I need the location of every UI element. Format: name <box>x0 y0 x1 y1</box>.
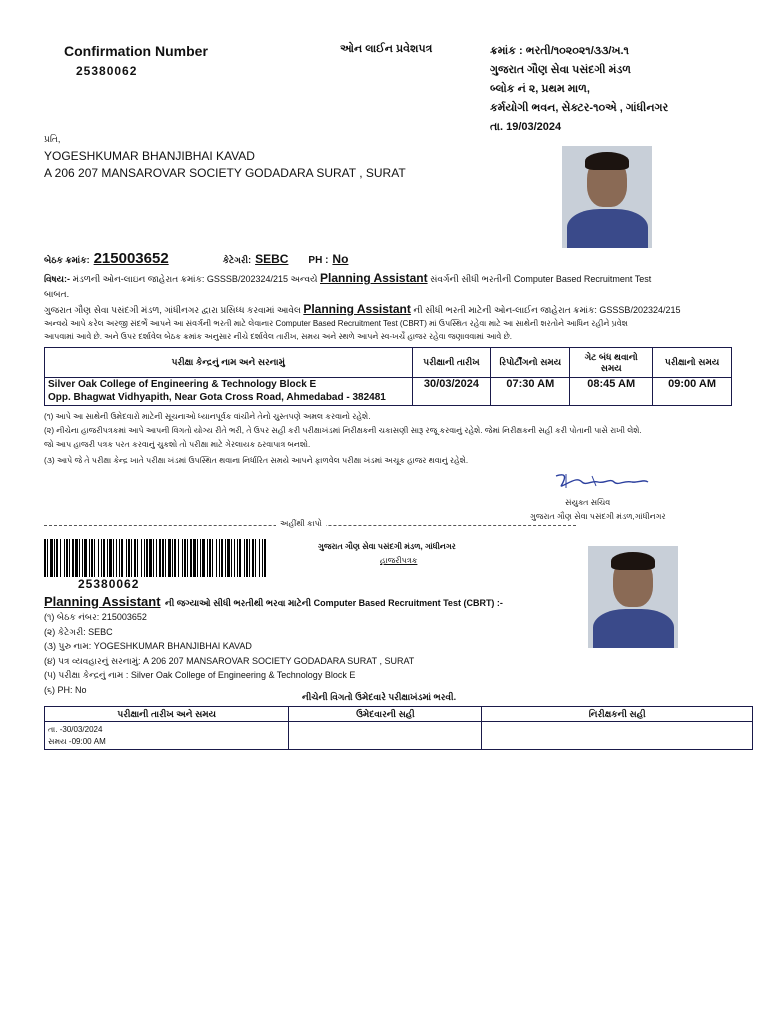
body-paragraph-line-3: આપવામાં આવે છે. અને ઉપર દર્શાવેલ બેઠક ક્રમાંક અનુસાર નીચે દર્શાવેલ તારીખ, સમય અને સ્થળે આપને સ્વ-ખર્ચે હાજર રહેવા જણાવવામાં આવે છે. <box>44 332 512 341</box>
attendance-heading <box>44 593 503 611</box>
invigilator-signature-cell <box>482 722 753 750</box>
exam-table-header-row <box>45 348 732 378</box>
table-header: રિપોર્ટીંગનો સમય <box>491 348 570 378</box>
exam-centre-name: Silver Oak College of Engineering & Technology Block E <box>48 379 317 390</box>
signature-image <box>552 470 652 494</box>
table-header: પરીક્ષાની તારીખ <box>412 348 491 378</box>
body-post-name: Planning Assistant <box>303 302 411 316</box>
attendance-post-name: Planning Assistant <box>44 594 161 609</box>
instruction-item: (૨) નીચેના હાજરીપત્રકમાં આપે આપની વિગતો યોગ્ય રીતે ભરી, તે ઉપર સહી કરી પરીક્ષાખંડમાં નિરીક્ષકની ચકાસણી સારૂ રજૂ કરવાનું રહેશે. જેમાં નિરીક્ષકની સહી કરી પોતાની પાસે રાખી લેશે. <box>44 426 642 435</box>
body-paragraph-text: ગુજરાત ગૌણ સેવા પસંદગી મંડળ, ગાંધીનગર દ્વારા પ્રસિધ્ધ કરવામાં આવેલ <box>44 305 301 315</box>
exam-centre-address: Opp. Bhagwat Vidhyapith, Near Gota Cross Road, Ahmedabad - 382481 <box>48 392 386 403</box>
signature-table <box>44 706 753 750</box>
attendance-item: (૨) કેટેગરી: SEBC <box>44 626 113 637</box>
instruction-item: (૧) આપે આ સાથેની ઉમેદવારો માટેની સૂચનાઓ ધ્યાનપૂર્વક વાંચીને તેનો ચુસ્તપણે અમલ કરવાનો રહેશે. <box>44 412 371 421</box>
recipient-salutation: પ્રતિ, <box>44 134 61 144</box>
fill-note: નીચેની વિગતો ઉમેદવારે પરીક્ષાખંડમાં ભરવી. <box>302 692 457 702</box>
reference-number: ક્રમાંક : ભરતી/૧૦૨૦૨૧/૩૩/ખ.૧ <box>490 45 629 57</box>
barcode <box>44 539 270 577</box>
attendance-title: હાજરીપત્રક <box>380 556 418 565</box>
exam-time: 09:00 AM <box>653 378 732 406</box>
instruction-item: (૩) આપે જે તે પરીક્ષા કેન્દ્ર ખાતે પરીક્ષા ખંડમાં ઉપસ્થિત થવાના નિર્ધારિત સમયે આપને ફાળવેલ પરીક્ષા ખંડમાં અચૂક હાજર થવાનું રહેશે. <box>44 456 469 465</box>
cut-here-label: અહીંથી કાપો <box>276 519 326 529</box>
ph-value: No <box>332 252 349 266</box>
exam-datetime-cell <box>45 722 289 750</box>
signatory-org: ગુજરાત ગૌણ સેવા પસંદગી મંડળ,ગાંધીનગર <box>530 512 666 521</box>
table-header: ગેટ બંધ થવાનો સમય <box>570 348 653 378</box>
issuer-address-line-1: બ્લોક નં ૨, પ્રથમ માળ, <box>490 83 590 95</box>
attendance-item: (૩) પુરુ નામ: YOGESHKUMAR BHANJIBHAI KAVAD <box>44 641 252 652</box>
subject-text: મંડળની ઓન-લાઇન જાહેરાત ક્રમાંક: GSSSB/202324/215 અન્વયે <box>72 274 318 284</box>
signature-table-header-row <box>45 707 753 722</box>
exam-centre-cell <box>45 378 413 406</box>
exam-details-table <box>44 347 732 406</box>
barcode-number: 25380062 <box>78 577 140 591</box>
exam-table-row <box>45 378 732 406</box>
category-value: SEBC <box>255 252 289 266</box>
body-paragraph-line-1 <box>44 302 734 316</box>
slip-exam-time: સમય -09:00 AM <box>48 737 106 746</box>
table-header: નિરીક્ષકની સહી <box>482 707 753 722</box>
table-header: ઉમેદવારની સહી <box>289 707 482 722</box>
reporting-time: 07:30 AM <box>491 378 570 406</box>
instructions-list <box>44 410 754 468</box>
table-header: પરીક્ષાનો સમય <box>653 348 732 378</box>
issue-date: તા. 19/03/2024 <box>490 121 562 133</box>
attendance-heading-text: ની જગ્યાઓ સીધી ભરતીથી ભરવા માટેની Computer Based Recruitment Test (CBRT) :- <box>165 598 503 608</box>
confirmation-number: 25380062 <box>76 64 138 78</box>
seat-row <box>44 250 348 267</box>
document-title: ઓન લાઈન પ્રવેશપત્ર <box>340 43 433 55</box>
recipient-address: A 206 207 MANSAROVAR SOCIETY GODADARA SURAT , SURAT <box>44 166 406 180</box>
body-paragraph-tail: ની સીધી ભરતી માટેની ઓન-લાઈન જાહેરાત ક્રમાંક: GSSSB/202324/215 <box>413 305 681 315</box>
body-paragraph-line-2: અન્વયે આપે કરેલ અરજી સંદર્ભે આપને આ સંવર્ગની ભરતી માટે લેવાનાર Computer Based Recruitment Test (CBRT) માં ઉપસ્થિત રહેવા માટે આ સાથેની શરતોને આધિન રહીને પ્રવેશ <box>44 319 628 328</box>
subject-post-name: Planning Assistant <box>320 271 428 285</box>
confirmation-label: Confirmation Number <box>64 43 208 59</box>
seat-label: બેઠક ક્રમાંક: <box>44 255 90 265</box>
seat-number: 215003652 <box>93 250 169 267</box>
ph-label: PH : <box>308 255 329 266</box>
issuer-block <box>490 42 668 137</box>
recipient-name: YOGESHKUMAR BHANJIBHAI KAVAD <box>44 149 255 163</box>
issuer-name: ગુજરાત ગૌણ સેવા પસંદગી મંડળ <box>490 64 632 76</box>
signatory-title: સંયુક્ત સચિવ <box>565 498 611 507</box>
exam-date: 30/03/2024 <box>412 378 491 406</box>
subject-tail: સંવર્ગની સીધી ભરતીની Computer Based Recruitment Test <box>430 274 652 284</box>
candidate-photo <box>562 146 652 248</box>
attendance-item: (૧) બેઠક નંબર: 215003652 <box>44 612 147 622</box>
candidate-photo-slip <box>588 546 678 648</box>
gate-close-time: 08:45 AM <box>570 378 653 406</box>
subject-label: વિષય:- <box>44 274 71 284</box>
attendance-details <box>44 610 414 698</box>
attendance-item: (૪) પત્ર વ્યવહારનું સરનામું: A 206 207 MANSAROVAR SOCIETY GODADARA SURAT , SURAT <box>44 655 415 666</box>
attendance-item: (૬) PH: No <box>44 684 87 695</box>
category-label: કેટેગરી: <box>222 255 252 265</box>
table-header: પરીક્ષા કેન્દ્રનું નામ અને સરનામું <box>45 348 413 378</box>
issuer-address-line-2: કર્મયોગી ભવન, સેક્ટર-૧૦એ , ગાંધીનગર <box>490 102 669 114</box>
subject-line <box>44 271 724 285</box>
subject-line-2: બાબત. <box>44 289 70 299</box>
candidate-signature-cell <box>289 722 482 750</box>
attendance-org: ગુજરાત ગૌણ સેવા પસંદગી મંડળ, ગાંધીનગર <box>318 542 456 551</box>
slip-exam-date: તા. -30/03/2024 <box>48 725 103 734</box>
instruction-item: જો આપ હાજરી પત્રક પરત કરવાનું ચુકશો તો પરીક્ષા માટે ગેરલાયક ઠરવાપાત્ર બનશો. <box>44 440 311 449</box>
signature-table-row <box>45 722 753 750</box>
table-header: પરીક્ષાની તારીખ અને સમય <box>45 707 289 722</box>
attendance-item: (૫) પરીક્ષા કેન્દ્રનું નામ : Silver Oak College of Engineering & Technology Block E <box>44 670 356 681</box>
